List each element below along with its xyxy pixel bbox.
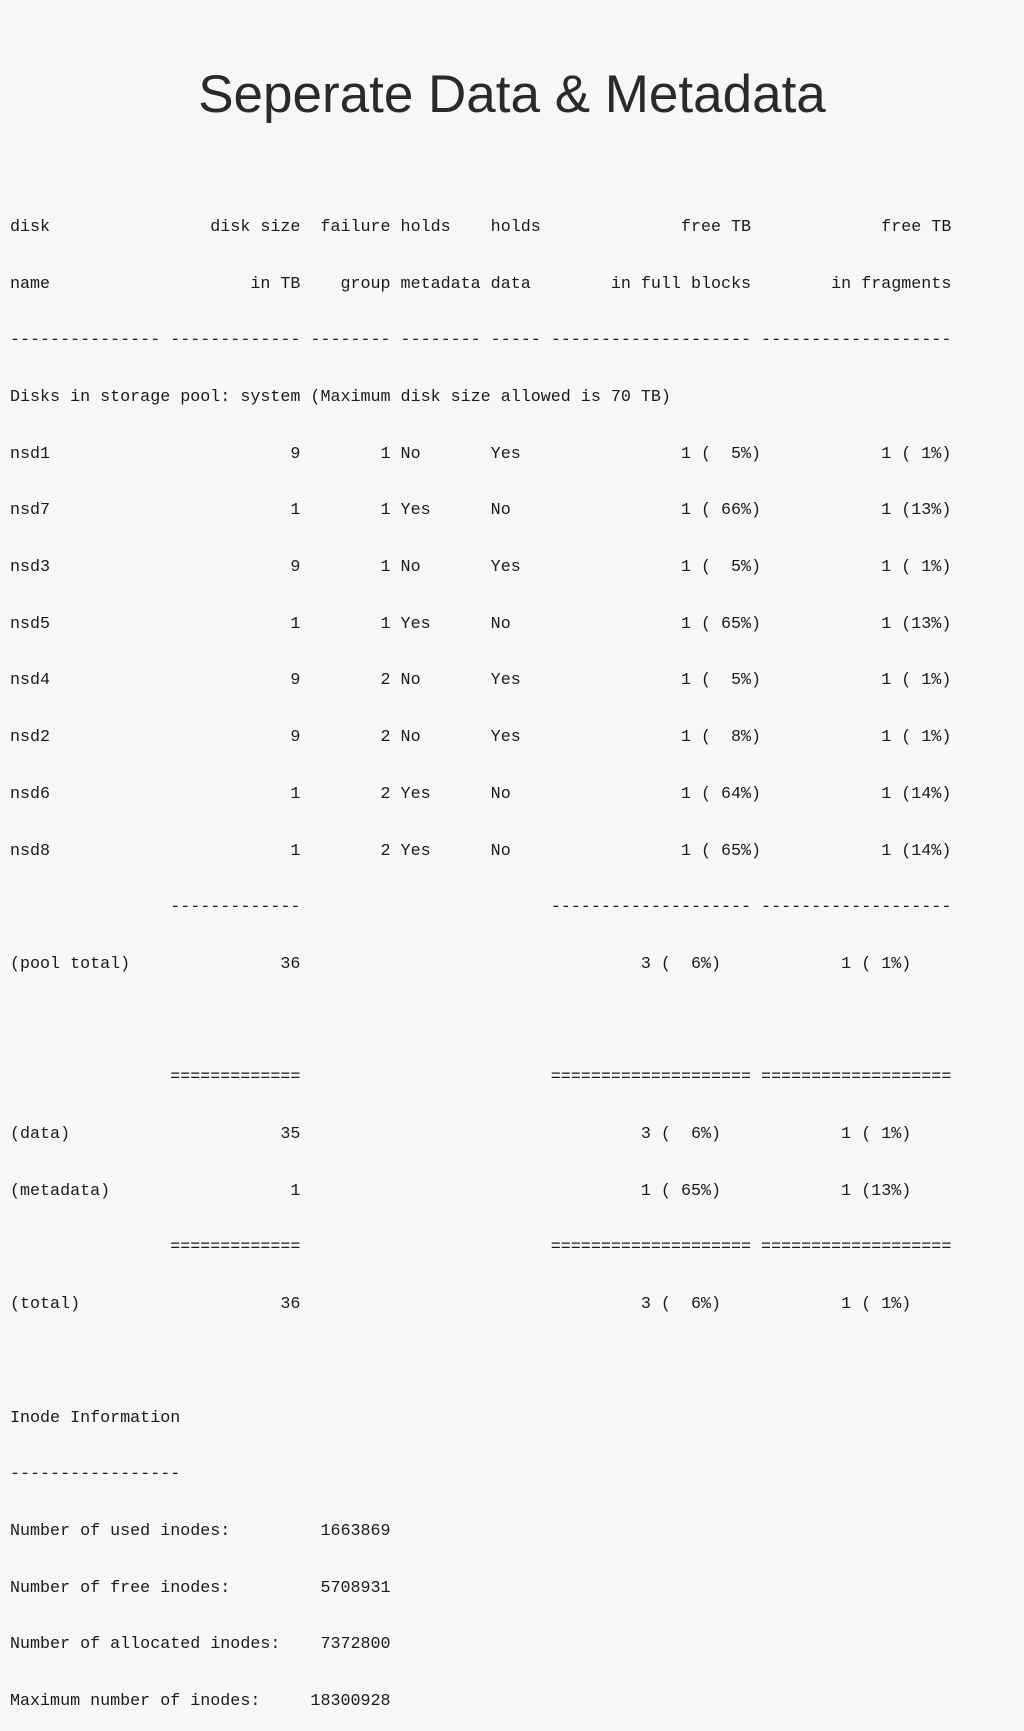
- inode-row: Number of free inodes: 5708931: [10, 1578, 391, 1598]
- inode-row: Number of used inodes: 1663869: [10, 1521, 391, 1541]
- disk-row: nsd3 9 1 No Yes 1 ( 5%) 1 ( 1%): [10, 558, 952, 578]
- blank-line: [10, 1013, 951, 1032]
- separator-line: ============= ==================== ===================: [10, 1068, 952, 1088]
- separator-line: -----------------: [10, 1465, 181, 1485]
- inode-heading: Inode Information: [10, 1408, 181, 1428]
- disk-row: nsd2 9 2 No Yes 1 ( 8%) 1 ( 1%): [10, 728, 952, 748]
- disk-row: nsd5 1 1 Yes No 1 ( 65%) 1 (13%): [10, 614, 952, 634]
- disk-row: nsd4 9 2 No Yes 1 ( 5%) 1 ( 1%): [10, 671, 952, 691]
- disk-row: nsd7 1 1 Yes No 1 ( 66%) 1 (13%): [10, 501, 952, 521]
- header-line: disk disk size failure holds holds free TB free TB: [10, 217, 952, 237]
- separator-line: ------------- -------------------- -------------------: [10, 898, 952, 918]
- slide-title: Seperate Data & Metadata: [198, 65, 826, 124]
- disk-row: nsd6 1 2 Yes No 1 ( 64%) 1 (14%): [10, 784, 952, 804]
- grand-total-row: (total) 36 3 ( 6%) 1 ( 1%): [10, 1295, 912, 1315]
- pool-info-line: Disks in storage pool: system (Maximum disk size allowed is 70 TB): [10, 387, 671, 407]
- separator-line: --------------- ------------- -------- -------- ----- -------------------- -------------------: [10, 331, 952, 351]
- separator-line: ============= ==================== ===================: [10, 1238, 952, 1258]
- metadata-total-row: (metadata) 1 1 ( 65%) 1 (13%): [10, 1181, 912, 1201]
- mmdf-output: [10, 181, 951, 1731]
- disk-row: nsd8 1 2 Yes No 1 ( 65%) 1 (14%): [10, 841, 952, 861]
- disk-row: nsd1 9 1 No Yes 1 ( 5%) 1 ( 1%): [10, 444, 952, 464]
- blank-line: [10, 1353, 951, 1372]
- data-total-row: (data) 35 3 ( 6%) 1 ( 1%): [10, 1125, 912, 1145]
- pool-total-row: (pool total) 36 3 ( 6%) 1 ( 1%): [10, 954, 912, 974]
- header-line: name in TB group metadata data in full blocks in fragments: [10, 274, 952, 294]
- inode-row: Maximum number of inodes: 18300928: [10, 1692, 391, 1712]
- inode-row: Number of allocated inodes: 7372800: [10, 1635, 391, 1655]
